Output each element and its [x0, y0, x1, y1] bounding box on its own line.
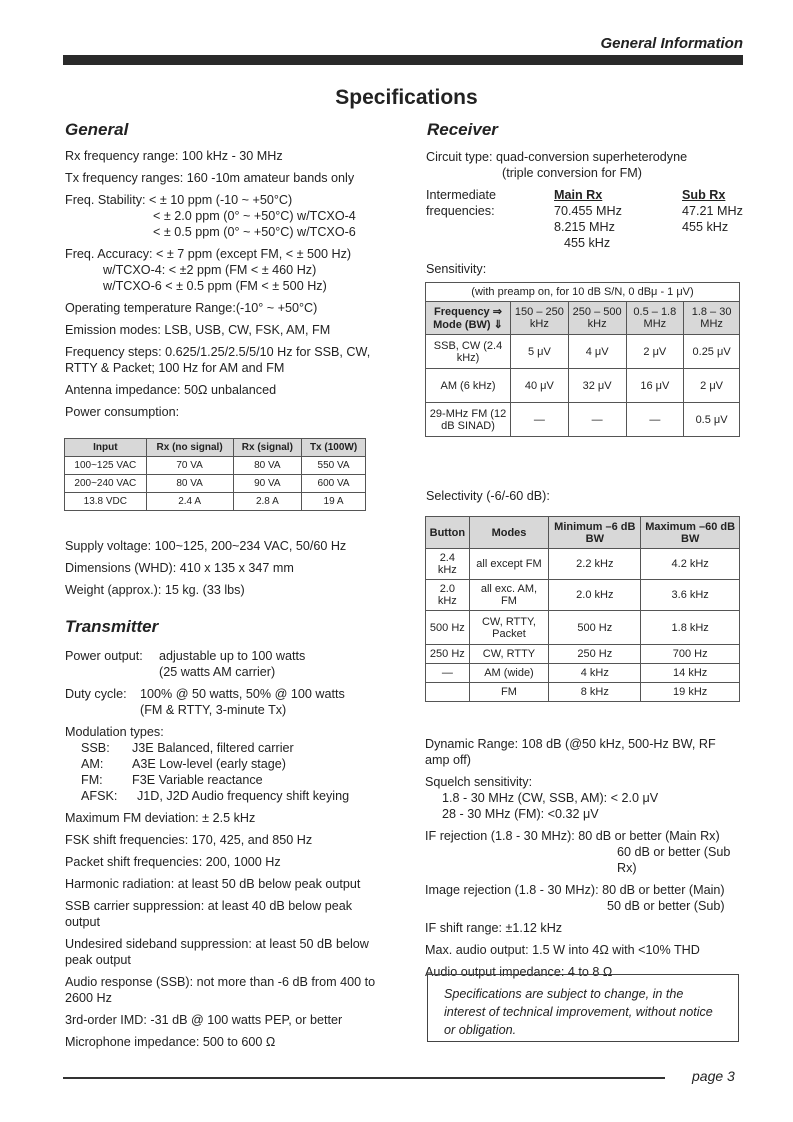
table-cell: 14 kHz: [641, 664, 740, 683]
mod-key: SSB:: [81, 741, 110, 755]
emission-modes: Emission modes: LSB, USB, CW, FSK, AM, FM: [65, 323, 331, 337]
harmonic-radiation: Harmonic radiation: at least 50 dB below peak output: [65, 877, 361, 891]
sensitivity-col: 250 – 500 kHz: [568, 302, 626, 335]
supply-voltage: Supply voltage: 100~125, 200~234 VAC, 50/60 Hz: [65, 539, 347, 553]
table-cell: 19 A: [302, 493, 366, 511]
image-rejection: Image rejection (1.8 - 30 MHz): 80 dB or better (Main): [425, 883, 725, 897]
table-cell: 2.8 A: [233, 493, 302, 511]
mod-key: AM:: [81, 757, 104, 771]
selectivity-label: Selectivity (-6/-60 dB):: [426, 489, 550, 503]
table-row: [426, 645, 740, 664]
table-cell: 5 μV: [511, 335, 569, 369]
table-row: [426, 335, 740, 369]
image-rejection-sub: 50 dB or better (Sub): [607, 899, 725, 913]
selectivity-header-min: Minimum –6 dB BW: [549, 517, 641, 549]
antenna-impedance: Antenna impedance: 50Ω unbalanced: [65, 383, 277, 397]
table-cell: 0.25 μV: [684, 335, 740, 369]
third-order-imd: 3rd-order IMD: -31 dB @ 100 watts PEP, or better: [65, 1013, 343, 1027]
table-row: [426, 549, 740, 580]
freq-accuracy: Freq. Accuracy: < ± 7 ppm (except FM, < ± 500 Hz): [65, 247, 352, 261]
if-main-1: 70.455 MHz: [554, 204, 622, 218]
table-cell: 3.6 kHz: [641, 580, 740, 611]
power-header-tx: Tx (100W): [302, 439, 366, 457]
table-cell: 4 μV: [568, 335, 626, 369]
footer-rule: [63, 1077, 665, 1079]
if-main-3: 455 kHz: [564, 236, 611, 250]
if-sub-heading: Sub Rx: [682, 188, 726, 202]
table-cell: 2 μV: [626, 335, 684, 369]
table-cell: 2.2 kHz: [549, 549, 641, 580]
circuit-type-note: (triple conversion for FM): [502, 166, 642, 180]
note-text: Specifications are subject to change, in the interest of technical improvement, without notice or obligation.: [444, 987, 713, 1037]
squelch-ssb: 1.8 - 30 MHz (CW, SSB, AM): < 2.0 μV: [442, 791, 659, 805]
table-cell: —: [626, 403, 684, 437]
table-cell: 19 kHz: [641, 683, 740, 702]
mod-key: FM:: [81, 773, 103, 787]
table-cell: 29-MHz FM (12 dB SINAD): [426, 403, 511, 437]
duty-cycle-label: Duty cycle:: [65, 687, 127, 701]
table-cell: —: [511, 403, 569, 437]
power-output-value: adjustable up to 100 watts: [159, 649, 306, 663]
power-table: [64, 438, 366, 511]
table-cell: 100~125 VAC: [65, 457, 147, 475]
table-cell: 2 μV: [684, 369, 740, 403]
mod-value: A3E Low-level (early stage): [132, 757, 286, 771]
mod-value: J1D, J2D Audio frequency shift keying: [137, 789, 350, 803]
table-cell: [426, 683, 470, 702]
rx-range: Rx frequency range: 100 kHz - 30 MHz: [65, 149, 283, 163]
if-frequencies: [554, 187, 746, 251]
power-header-input: Input: [65, 439, 147, 457]
table-row: [65, 457, 366, 475]
sensitivity-col: 150 – 250 kHz: [511, 302, 569, 335]
table-cell: 500 Hz: [549, 611, 641, 645]
table-cell: 32 μV: [568, 369, 626, 403]
table-cell: 600 VA: [302, 475, 366, 493]
table-cell: 250 Hz: [549, 645, 641, 664]
page-number: page 3: [692, 1068, 735, 1084]
general-specs: [65, 148, 385, 426]
carrier-suppression: SSB carrier suppression: at least 40 dB below peak output: [65, 899, 353, 929]
table-cell: 2.0 kHz: [549, 580, 641, 611]
table-cell: —: [426, 664, 470, 683]
table-cell: 8 kHz: [549, 683, 641, 702]
selectivity-table: [425, 516, 740, 702]
modulation-types: Modulation types:: [65, 725, 164, 739]
header-section-title: General Information: [600, 35, 743, 52]
table-row: [426, 611, 740, 645]
table-cell: CW, RTTY, Packet: [469, 611, 549, 645]
table-cell: 2.4 kHz: [426, 549, 470, 580]
sensitivity-col: 1.8 – 30 MHz: [684, 302, 740, 335]
table-row: [65, 475, 366, 493]
if-main-2: 8.215 MHz: [554, 220, 615, 234]
power-consumption: Power consumption:: [65, 405, 180, 419]
if-rejection: IF rejection (1.8 - 30 MHz): 80 dB or better (Main Rx): [425, 829, 720, 843]
table-cell: 0.5 μV: [684, 403, 740, 437]
table-cell: 80 VA: [146, 475, 233, 493]
sensitivity-caption: (with preamp on, for 10 dB S/N, 0 dBμ - 1 μV): [426, 283, 740, 302]
table-cell: SSB, CW (2.4 kHz): [426, 335, 511, 369]
receiver-bottom: [425, 736, 743, 986]
duty-cycle-note: (FM & RTTY, 3-minute Tx): [140, 703, 287, 717]
squelch-sensitivity: Squelch sensitivity:: [425, 775, 533, 789]
table-cell: 250 Hz: [426, 645, 470, 664]
power-output-label: Power output:: [65, 649, 143, 663]
operating-temp: Operating temperature Range:(-10° ~ +50°C): [65, 301, 318, 315]
fsk-shift: FSK shift frequencies: 170, 425, and 850 Hz: [65, 833, 313, 847]
sensitivity-label: Sensitivity:: [426, 262, 487, 276]
if-sub-2: 455 kHz: [682, 220, 729, 234]
audio-impedance: Audio output impedance: 4 to 8 Ω: [425, 965, 613, 979]
note-box: [427, 974, 739, 1042]
if-label: Intermediate frequencies:: [426, 188, 497, 218]
frequency-steps: Frequency steps: 0.625/1.25/2.5/5/10 Hz for SSB, CW, RTTY & Packet; 100 Hz for AM and FM: [65, 345, 371, 375]
sensitivity-table: [425, 282, 740, 437]
microphone-impedance: Microphone impedance: 500 to 600 Ω: [65, 1035, 276, 1049]
if-sub-1: 47.21 MHz: [682, 204, 743, 218]
squelch-fm: 28 - 30 MHz (FM): <0.32 μV: [442, 807, 599, 821]
mod-value: J3E Balanced, filtered carrier: [132, 741, 294, 755]
receiver-heading: Receiver: [427, 120, 498, 139]
table-cell: 1.8 kHz: [641, 611, 740, 645]
if-shift: IF shift range: ±1.12 kHz: [425, 921, 563, 935]
duty-cycle-value: 100% @ 50 watts, 50% @ 100 watts: [140, 687, 345, 701]
table-cell: FM: [469, 683, 549, 702]
freq-stability-tcxo6: < ± 0.5 ppm (0° ~ +50°C) w/TCXO-6: [153, 225, 356, 239]
physical-specs: [65, 538, 385, 604]
header-bar: [63, 55, 743, 65]
table-cell: all except FM: [469, 549, 549, 580]
transmitter-heading: Transmitter: [65, 617, 159, 636]
table-cell: 13.8 VDC: [65, 493, 147, 511]
table-cell: 70 VA: [146, 457, 233, 475]
mod-value: F3E Variable reactance: [132, 773, 263, 787]
sideband-suppression: Undesired sideband suppression: at least 50 dB below peak output: [65, 937, 369, 967]
table-cell: CW, RTTY: [469, 645, 549, 664]
weight: Weight (approx.): 15 kg. (33 lbs): [65, 583, 245, 597]
selectivity-header-max: Maximum –60 dB BW: [641, 517, 740, 549]
table-cell: 2.4 A: [146, 493, 233, 511]
table-cell: 200~240 VAC: [65, 475, 147, 493]
audio-response: Audio response (SSB): not more than -6 dB from 400 to 2600 Hz: [65, 975, 376, 1005]
table-cell: 4 kHz: [549, 664, 641, 683]
table-cell: 550 VA: [302, 457, 366, 475]
table-cell: 2.0 kHz: [426, 580, 470, 611]
if-rejection-sub: 60 dB or better (Sub Rx): [617, 845, 731, 875]
freq-stability: Freq. Stability: < ± 10 ppm (-10 ~ +50°C): [65, 193, 293, 207]
table-cell: 40 μV: [511, 369, 569, 403]
table-cell: 80 VA: [233, 457, 302, 475]
receiver-top: [426, 149, 746, 283]
sensitivity-col: 0.5 – 1.8 MHz: [626, 302, 684, 335]
table-row: [426, 683, 740, 702]
table-cell: 500 Hz: [426, 611, 470, 645]
transmitter-specs: [65, 648, 385, 1056]
dynamic-range: Dynamic Range: 108 dB (@50 kHz, 500-Hz BW, RF amp off): [425, 737, 716, 767]
dimensions: Dimensions (WHD): 410 x 135 x 347 mm: [65, 561, 294, 575]
page-title: Specifications: [335, 86, 478, 109]
power-output-note: (25 watts AM carrier): [159, 665, 276, 679]
packet-shift: Packet shift frequencies: 200, 1000 Hz: [65, 855, 281, 869]
max-audio: Max. audio output: 1.5 W into 4Ω with <10% THD: [425, 943, 700, 957]
table-cell: all exc. AM, FM: [469, 580, 549, 611]
freq-accuracy-tcxo6: w/TCXO-6 < ± 0.5 ppm (FM < ± 500 Hz): [103, 279, 327, 293]
general-heading: General: [65, 120, 129, 139]
table-row: [426, 369, 740, 403]
table-row: [426, 403, 740, 437]
table-cell: —: [568, 403, 626, 437]
table-cell: 90 VA: [233, 475, 302, 493]
power-header-rx-nosignal: Rx (no signal): [146, 439, 233, 457]
tx-range: Tx frequency ranges: 160 -10m amateur bands only: [65, 171, 355, 185]
if-main-heading: Main Rx: [554, 188, 603, 202]
power-header-rx-signal: Rx (signal): [233, 439, 302, 457]
table-cell: 4.2 kHz: [641, 549, 740, 580]
table-cell: AM (wide): [469, 664, 549, 683]
circuit-type: Circuit type: quad-conversion superheterodyne: [426, 150, 688, 164]
table-row: [426, 664, 740, 683]
sensitivity-corner: Frequency ⇒ Mode (BW) ⇓: [426, 302, 511, 335]
table-row: [426, 580, 740, 611]
table-cell: AM (6 kHz): [426, 369, 511, 403]
selectivity-header-button: Button: [426, 517, 470, 549]
table-cell: 16 μV: [626, 369, 684, 403]
freq-stability-tcxo4: < ± 2.0 ppm (0° ~ +50°C) w/TCXO-4: [153, 209, 356, 223]
fm-deviation: Maximum FM deviation: ± 2.5 kHz: [65, 811, 256, 825]
table-cell: 700 Hz: [641, 645, 740, 664]
table-row: [65, 493, 366, 511]
freq-accuracy-tcxo4: w/TCXO-4: < ±2 ppm (FM < ± 460 Hz): [103, 263, 317, 277]
mod-key: AFSK:: [81, 789, 118, 803]
selectivity-header-modes: Modes: [469, 517, 549, 549]
